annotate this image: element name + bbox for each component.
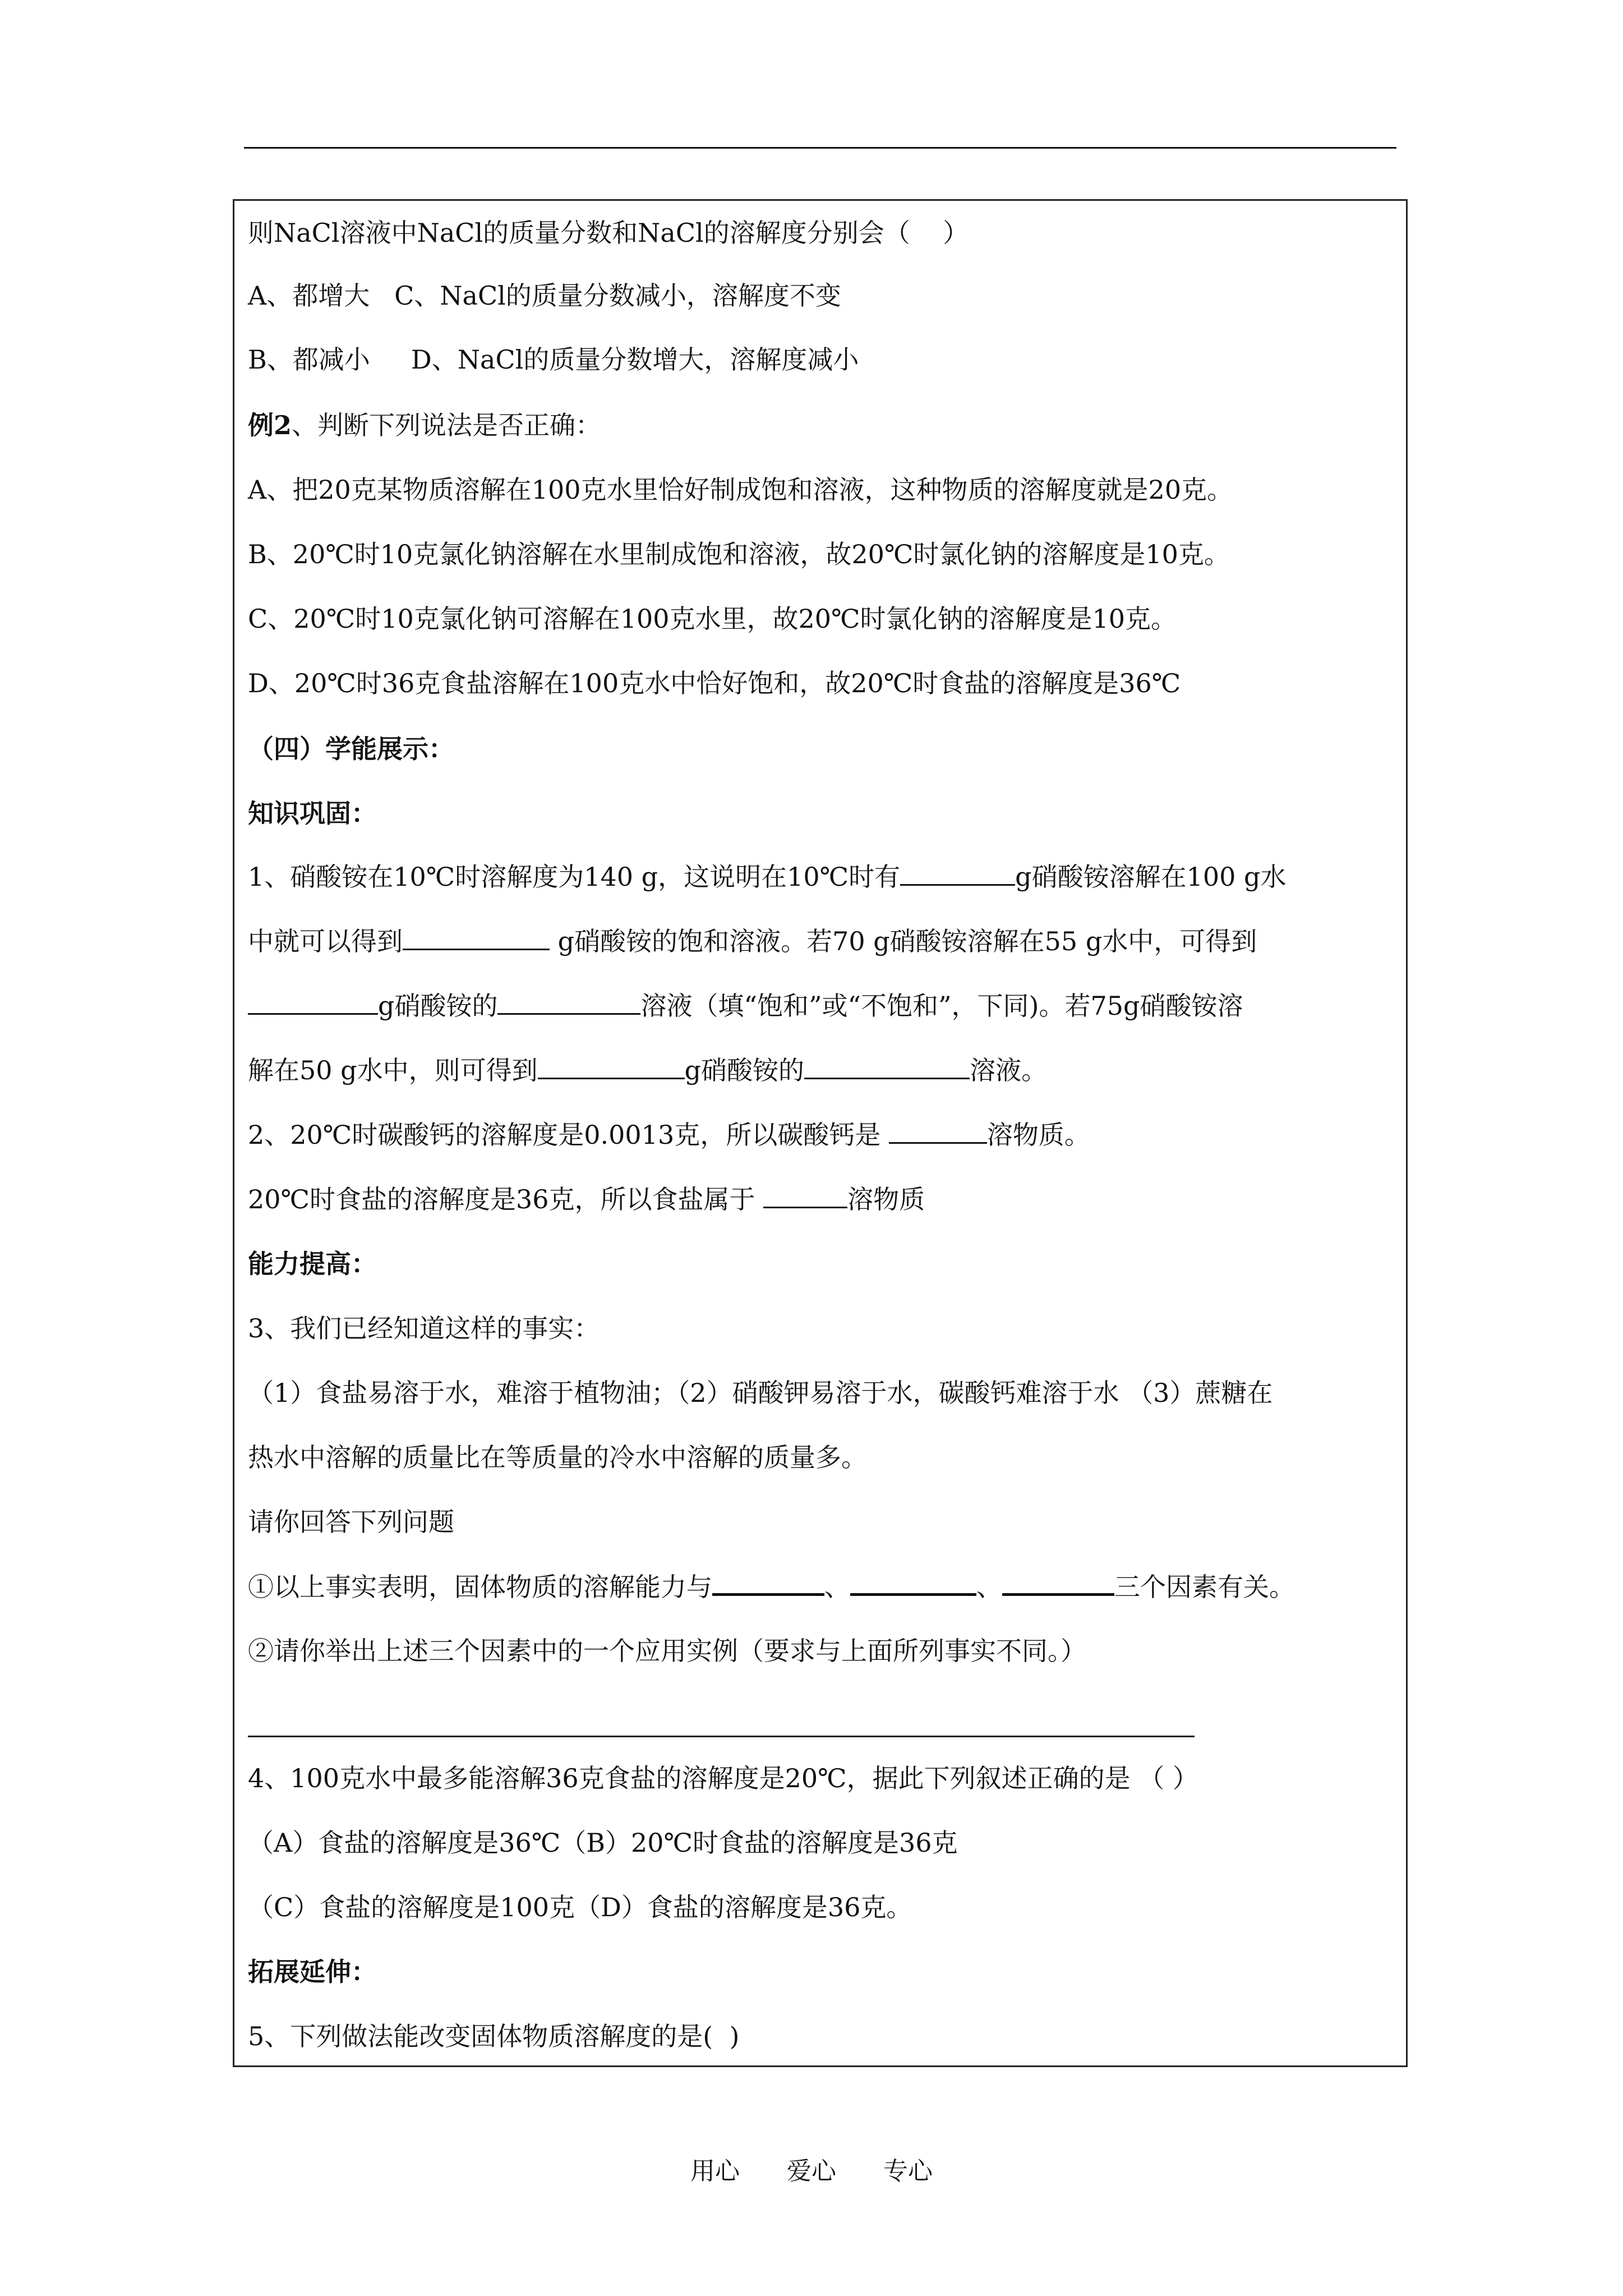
statement-c: C、20℃时10克氯化钠可溶解在100克水里，故20℃时氯化钠的溶解度是10克。 [248,604,1177,634]
question-2-line-1 [248,1118,1090,1152]
q1-text-i: 溶液。 [970,1055,1048,1085]
option-a-c: A、都增大 C、NaCl的质量分数减小，溶解度不变 [248,280,841,311]
question-3-stem: 3、我们已经知道这样的事实： [248,1313,600,1343]
question-3-facts-2: 热水中溶解的质量比在等质量的冷水中溶解的质量多。 [248,1442,867,1473]
section-4-heading: （四）学能展示： [248,734,454,764]
example-label: 例2 [248,410,292,440]
question-1-line-2 [248,924,1257,958]
q3-text-a: ①以上事实表明，固体物质的溶解能力与 [248,1572,712,1602]
question-3-part-1 [248,1570,1295,1604]
blank-3[interactable] [248,990,378,1015]
q3-sep-2: 、 [976,1572,1002,1602]
option-b-d: B、都减小 D、NaCl的质量分数增大，溶解度减小 [248,344,859,375]
page-footer: 用心 爱心 专心 [690,2157,933,2185]
question-5-stem: 5、下列做法能改变固体物质溶解度的是( ) [248,2021,740,2051]
blank-11[interactable] [1002,1570,1114,1596]
q1-text-f: 溶液（填“饱和”或“不饱和”，下同)。若75g硝酸铵溶 [640,991,1243,1021]
extension-heading: 拓展延伸： [248,1957,377,1987]
question-3-prompt: 请你回答下列问题 [248,1507,454,1537]
question-4-options-cd: （C）食盐的溶解度是100克（D）食盐的溶解度是36克。 [248,1892,912,1922]
q2-text-a: 2、20℃时碳酸钙的溶解度是0.0013克，所以碳酸钙是 [248,1120,889,1150]
question-1-line-1 [248,860,1286,894]
q1-text-c: 中就可以得到 [248,926,403,956]
answer-line[interactable] [248,1736,1195,1737]
statement-a: A、把20克某物质溶解在100克水里恰好制成饱和溶液，这种物质的溶解度就是20克。 [248,475,1233,505]
question-stem: 则NaCl溶液中NaCl的质量分数和NaCl的溶解度分别会（ ） [248,218,969,248]
blank-6[interactable] [804,1054,970,1079]
question-3-part-2: ②请你举出上述三个因素中的一个应用实例（要求与上面所列事实不同。） [248,1636,1086,1666]
blank-9[interactable] [712,1570,824,1596]
question-1-line-4 [248,1053,1047,1087]
q2-text-d: 溶物质 [847,1184,925,1214]
blank-10[interactable] [850,1570,976,1596]
q1-text-b: g硝酸铵溶解在100 g水 [1015,862,1287,892]
example-2-heading [248,408,601,442]
question-3-facts-1: （1）食盐易溶于水，难溶于植物油；（2）硝酸钾易溶于水，碳酸钙难溶于水 （3）蔗糖在 [248,1378,1273,1408]
blank-8[interactable] [763,1183,847,1208]
knowledge-heading: 知识巩固： [248,798,377,829]
blank-7[interactable] [889,1119,987,1144]
question-1-line-3 [248,989,1243,1023]
q1-text-d: g硝酸铵的饱和溶液。若70 g硝酸铵溶解在55 g水中，可得到 [550,926,1257,956]
q2-text-c: 20℃时食盐的溶解度是36克，所以食盐属于 [248,1184,764,1214]
blank-2[interactable] [403,925,550,950]
example-2-text: 、判断下列说法是否正确： [292,410,602,440]
header-rule [244,147,1396,149]
statement-b: B、20℃时10克氯化钠溶解在水里制成饱和溶液，故20℃时氯化钠的溶解度是10克。 [248,539,1230,569]
q2-text-b: 溶物质。 [986,1120,1090,1150]
blank-1[interactable] [900,861,1015,886]
question-4-stem: 4、100克水中最多能溶解36克食盐的溶解度是20℃，据此下列叙述正确的是 （ ） [248,1763,1198,1793]
q3-text-b: 三个因素有关。 [1114,1572,1295,1602]
q1-text-e: g硝酸铵的 [378,991,498,1021]
q1-text-a: 1、硝酸铵在10℃时溶解度为140 g，这说明在10℃时有 [248,862,901,892]
q1-text-g: 解在50 g水中，则可得到 [248,1055,538,1085]
blank-4[interactable] [497,990,640,1015]
ability-heading: 能力提高： [248,1249,377,1279]
blank-5[interactable] [538,1054,685,1079]
statement-d: D、20℃时36克食盐溶解在100克水中恰好饱和，故20℃时食盐的溶解度是36℃ [248,668,1181,698]
q3-sep-1: 、 [824,1572,850,1602]
question-2-line-2 [248,1182,925,1216]
q1-text-h: g硝酸铵的 [684,1055,805,1085]
question-4-options-ab: （A）食盐的溶解度是36℃（B）20℃时食盐的溶解度是36克 [248,1828,958,1858]
